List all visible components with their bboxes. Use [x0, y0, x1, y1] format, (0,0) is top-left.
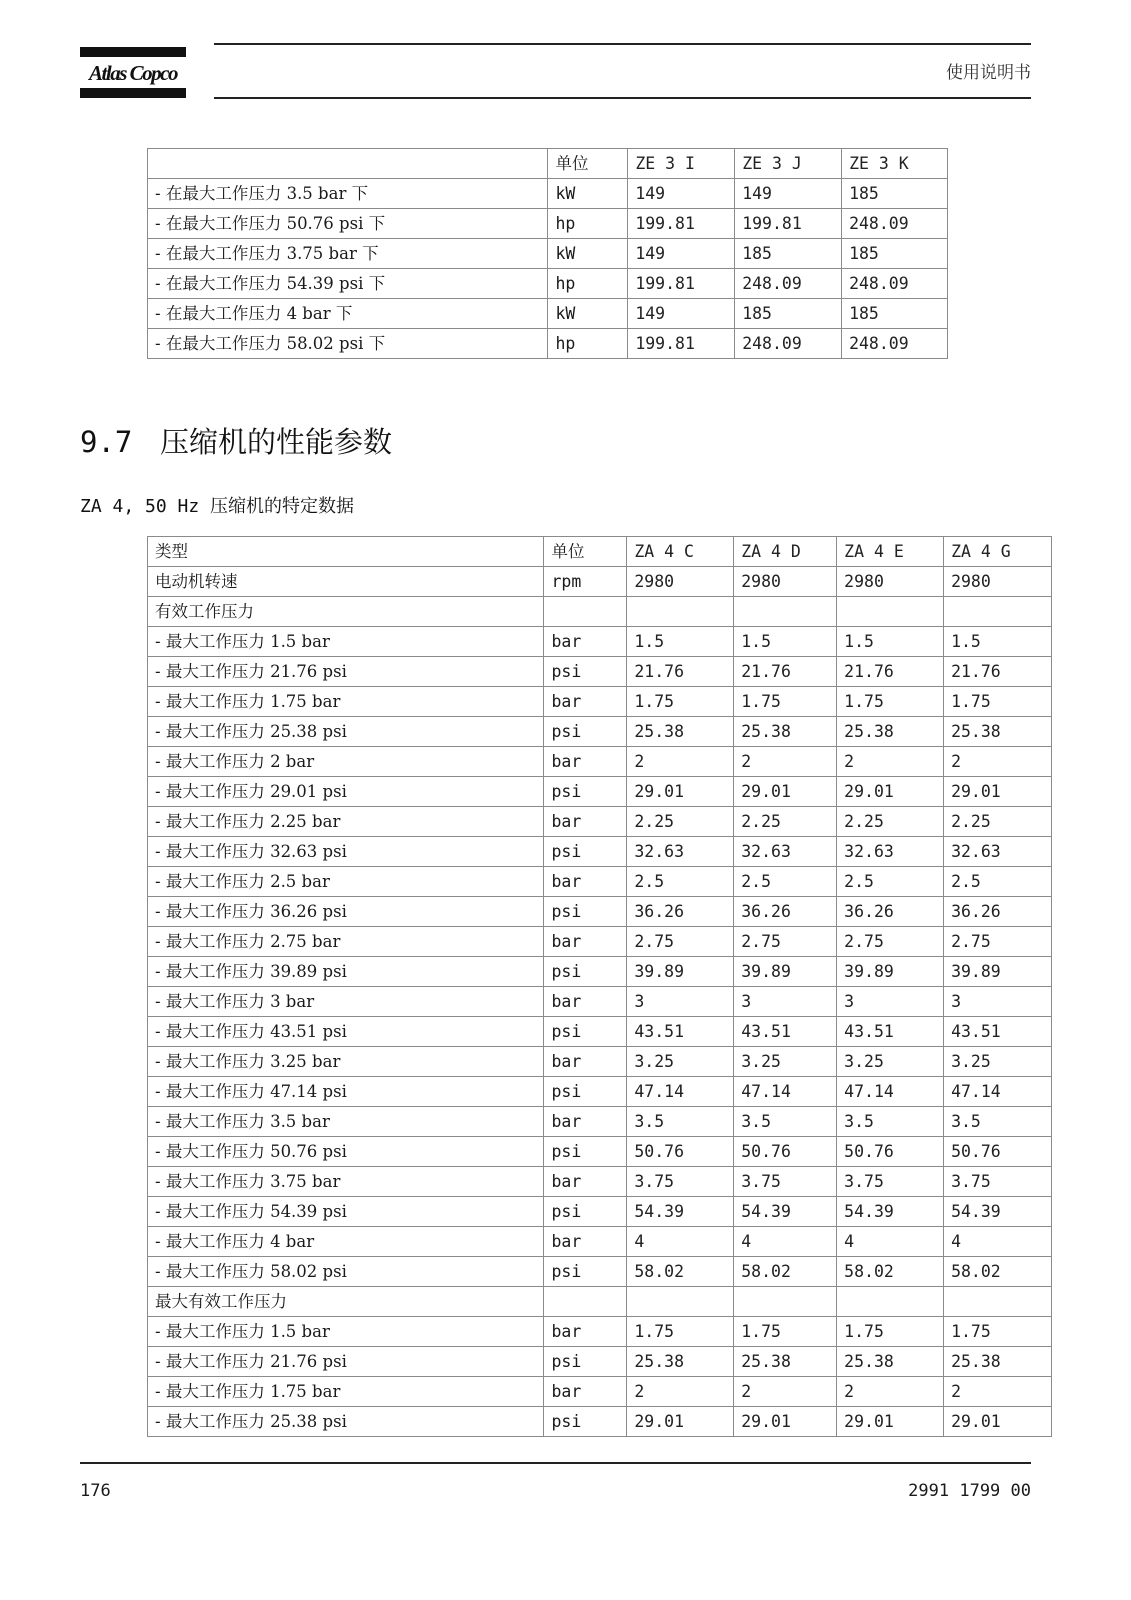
- document-type-title: 使用说明书: [946, 63, 1031, 83]
- value-cell: 3.75: [734, 1167, 837, 1197]
- row-label-cell: - 最大工作压力 54.39 psi: [148, 1197, 544, 1227]
- value-cell: 199.81: [628, 329, 735, 359]
- value-cell: 47.14: [627, 1077, 734, 1107]
- table-row: [148, 627, 1052, 657]
- table-row: [148, 747, 1052, 777]
- row-label-cell: - 最大工作压力 2 bar: [148, 747, 544, 777]
- unit-cell: bar: [544, 687, 627, 717]
- table-header-row: [148, 149, 948, 179]
- unit-cell: kW: [548, 239, 628, 269]
- table-row: [148, 179, 948, 209]
- row-label-cell: 有效工作压力: [148, 597, 544, 627]
- value-cell: [734, 597, 837, 627]
- row-label-cell: - 最大工作压力 25.38 psi: [148, 717, 544, 747]
- row-label-cell: - 最大工作压力 36.26 psi: [148, 897, 544, 927]
- value-cell: 1.75: [734, 687, 837, 717]
- unit-cell: psi: [544, 1407, 627, 1437]
- unit-cell: bar: [544, 1317, 627, 1347]
- row-label-cell: 电动机转速: [148, 567, 544, 597]
- value-cell: 47.14: [734, 1077, 837, 1107]
- value-cell: 58.02: [837, 1257, 944, 1287]
- value-cell: 4: [734, 1227, 837, 1257]
- value-cell: 199.81: [628, 269, 735, 299]
- unit-cell: psi: [544, 1257, 627, 1287]
- value-cell: 3.25: [627, 1047, 734, 1077]
- row-label-cell: - 最大工作压力 3 bar: [148, 987, 544, 1017]
- unit-cell: psi: [544, 777, 627, 807]
- table-row: [148, 717, 1052, 747]
- row-label-cell: - 在最大工作压力 4 bar 下: [148, 299, 548, 329]
- value-cell: 2.75: [944, 927, 1052, 957]
- value-cell: 2980: [627, 567, 734, 597]
- unit-cell: [544, 597, 627, 627]
- value-cell: 25.38: [944, 717, 1052, 747]
- value-cell: 50.76: [837, 1137, 944, 1167]
- value-cell: 2980: [734, 567, 837, 597]
- row-label-cell: - 在最大工作压力 3.5 bar 下: [148, 179, 548, 209]
- section-heading: [80, 420, 392, 461]
- value-cell: 248.09: [735, 329, 842, 359]
- value-cell: 149: [735, 179, 842, 209]
- row-label-cell: - 最大工作压力 4 bar: [148, 1227, 544, 1257]
- unit-cell: [544, 1287, 627, 1317]
- table-subtitle: ZA 4, 50 Hz 压缩机的特定数据: [80, 496, 355, 517]
- unit-cell: psi: [544, 957, 627, 987]
- value-cell: 248.09: [842, 269, 948, 299]
- value-cell: 39.89: [944, 957, 1052, 987]
- table-row: [148, 1377, 1052, 1407]
- value-cell: 199.81: [628, 209, 735, 239]
- row-label-cell: - 最大工作压力 21.76 psi: [148, 1347, 544, 1377]
- value-cell: 29.01: [734, 1407, 837, 1437]
- value-cell: 29.01: [944, 777, 1052, 807]
- value-cell: 25.38: [734, 1347, 837, 1377]
- table-header-cell: ZA 4 E: [837, 537, 944, 567]
- row-label-cell: - 最大工作压力 3.75 bar: [148, 1167, 544, 1197]
- row-label-cell: - 最大工作压力 32.63 psi: [148, 837, 544, 867]
- table-header-cell: 单位: [544, 537, 627, 567]
- unit-cell: bar: [544, 867, 627, 897]
- value-cell: 32.63: [734, 837, 837, 867]
- value-cell: 149: [628, 239, 735, 269]
- value-cell: 54.39: [944, 1197, 1052, 1227]
- unit-cell: bar: [544, 987, 627, 1017]
- unit-cell: bar: [544, 927, 627, 957]
- value-cell: 2.25: [837, 807, 944, 837]
- table-row: [148, 1017, 1052, 1047]
- table-row: [148, 897, 1052, 927]
- value-cell: 29.01: [627, 1407, 734, 1437]
- value-cell: [627, 597, 734, 627]
- value-cell: 3.25: [944, 1047, 1052, 1077]
- table-row: [148, 299, 948, 329]
- row-label-cell: - 在最大工作压力 3.75 bar 下: [148, 239, 548, 269]
- value-cell: 1.75: [627, 1317, 734, 1347]
- value-cell: 185: [842, 239, 948, 269]
- value-cell: 54.39: [837, 1197, 944, 1227]
- value-cell: 2.5: [944, 867, 1052, 897]
- table-row: [148, 807, 1052, 837]
- unit-cell: kW: [548, 179, 628, 209]
- value-cell: 36.26: [734, 897, 837, 927]
- atlas-copco-logo: [80, 47, 186, 98]
- document-number: 2991 1799 00: [908, 1481, 1031, 1501]
- unit-cell: psi: [544, 657, 627, 687]
- value-cell: 29.01: [837, 777, 944, 807]
- table-row: [148, 1107, 1052, 1137]
- value-cell: 3.25: [734, 1047, 837, 1077]
- table-row: [148, 1137, 1052, 1167]
- row-label-cell: - 最大工作压力 29.01 psi: [148, 777, 544, 807]
- table-row: [148, 777, 1052, 807]
- unit-cell: bar: [544, 627, 627, 657]
- table-row: [148, 1317, 1052, 1347]
- row-label-cell: - 最大工作压力 1.5 bar: [148, 627, 544, 657]
- table-row: [148, 987, 1052, 1017]
- value-cell: 185: [842, 299, 948, 329]
- row-label-cell: - 最大工作压力 2.5 bar: [148, 867, 544, 897]
- unit-cell: psi: [544, 717, 627, 747]
- value-cell: 185: [735, 239, 842, 269]
- unit-cell: psi: [544, 1077, 627, 1107]
- value-cell: 29.01: [734, 777, 837, 807]
- row-label-cell: - 最大工作压力 3.5 bar: [148, 1107, 544, 1137]
- unit-cell: bar: [544, 1167, 627, 1197]
- row-label-cell: - 最大工作压力 1.75 bar: [148, 1377, 544, 1407]
- value-cell: 4: [944, 1227, 1052, 1257]
- value-cell: 50.76: [944, 1137, 1052, 1167]
- table-row: [148, 1167, 1052, 1197]
- unit-cell: psi: [544, 1197, 627, 1227]
- value-cell: 25.38: [734, 717, 837, 747]
- value-cell: [734, 1287, 837, 1317]
- value-cell: 3.75: [944, 1167, 1052, 1197]
- value-cell: 21.76: [944, 657, 1052, 687]
- row-label-cell: 最大有效工作压力: [148, 1287, 544, 1317]
- table-row: [148, 1347, 1052, 1377]
- value-cell: 36.26: [944, 897, 1052, 927]
- value-cell: 39.89: [734, 957, 837, 987]
- value-cell: 50.76: [627, 1137, 734, 1167]
- value-cell: 185: [735, 299, 842, 329]
- value-cell: 32.63: [944, 837, 1052, 867]
- row-label-cell: - 最大工作压力 2.75 bar: [148, 927, 544, 957]
- table-row: [148, 1287, 1052, 1317]
- value-cell: [944, 1287, 1052, 1317]
- row-label-cell: - 最大工作压力 47.14 psi: [148, 1077, 544, 1107]
- unit-cell: hp: [548, 209, 628, 239]
- unit-cell: rpm: [544, 567, 627, 597]
- value-cell: 50.76: [734, 1137, 837, 1167]
- value-cell: 3.25: [837, 1047, 944, 1077]
- value-cell: [627, 1287, 734, 1317]
- table-row: [148, 657, 1052, 687]
- value-cell: 47.14: [837, 1077, 944, 1107]
- table-header-cell: ZA 4 G: [944, 537, 1052, 567]
- logo-bar-top: [80, 47, 186, 57]
- table-header-cell: ZE 3 J: [735, 149, 842, 179]
- row-label-cell: - 最大工作压力 1.75 bar: [148, 687, 544, 717]
- row-label-cell: - 最大工作压力 25.38 psi: [148, 1407, 544, 1437]
- table-header-cell: 单位: [548, 149, 628, 179]
- unit-cell: hp: [548, 269, 628, 299]
- value-cell: 21.76: [734, 657, 837, 687]
- value-cell: 3.75: [627, 1167, 734, 1197]
- logo-bar-bottom: [80, 88, 186, 98]
- value-cell: 58.02: [734, 1257, 837, 1287]
- table-header-cell: ZA 4 D: [734, 537, 837, 567]
- value-cell: 25.38: [627, 1347, 734, 1377]
- value-cell: 3.5: [837, 1107, 944, 1137]
- table-row: [148, 1227, 1052, 1257]
- value-cell: 3: [627, 987, 734, 1017]
- value-cell: 2: [837, 747, 944, 777]
- table-row: [148, 1047, 1052, 1077]
- value-cell: 1.75: [627, 687, 734, 717]
- value-cell: 43.51: [837, 1017, 944, 1047]
- value-cell: 25.38: [837, 1347, 944, 1377]
- unit-cell: bar: [544, 1047, 627, 1077]
- value-cell: 21.76: [627, 657, 734, 687]
- row-label-cell: - 最大工作压力 3.25 bar: [148, 1047, 544, 1077]
- table-row: [148, 1197, 1052, 1227]
- value-cell: 2: [944, 1377, 1052, 1407]
- value-cell: 2: [944, 747, 1052, 777]
- value-cell: 54.39: [734, 1197, 837, 1227]
- value-cell: 2.25: [944, 807, 1052, 837]
- value-cell: 1.75: [837, 687, 944, 717]
- table-row: [148, 1077, 1052, 1107]
- value-cell: 2980: [837, 567, 944, 597]
- table-row: [148, 837, 1052, 867]
- table-row: [148, 957, 1052, 987]
- table-header-row: [148, 537, 1052, 567]
- value-cell: 3: [944, 987, 1052, 1017]
- unit-cell: hp: [548, 329, 628, 359]
- row-label-cell: - 最大工作压力 1.5 bar: [148, 1317, 544, 1347]
- value-cell: 248.09: [735, 269, 842, 299]
- header-rule-top: [214, 43, 1031, 45]
- value-cell: 58.02: [944, 1257, 1052, 1287]
- table-row: [148, 597, 1052, 627]
- value-cell: 2: [734, 747, 837, 777]
- row-label-cell: - 在最大工作压力 50.76 psi 下: [148, 209, 548, 239]
- unit-cell: kW: [548, 299, 628, 329]
- value-cell: 43.51: [944, 1017, 1052, 1047]
- value-cell: 25.38: [837, 717, 944, 747]
- unit-cell: bar: [544, 1227, 627, 1257]
- table-row: [148, 209, 948, 239]
- value-cell: 3.75: [837, 1167, 944, 1197]
- table-row: [148, 329, 948, 359]
- value-cell: [837, 1287, 944, 1317]
- table-row: [148, 1407, 1052, 1437]
- value-cell: 4: [627, 1227, 734, 1257]
- value-cell: 25.38: [944, 1347, 1052, 1377]
- value-cell: 1.5: [734, 627, 837, 657]
- value-cell: 3.5: [944, 1107, 1052, 1137]
- value-cell: 1.75: [944, 687, 1052, 717]
- section-number: 9.7: [80, 425, 133, 459]
- table-row: [148, 567, 1052, 597]
- value-cell: 2: [734, 1377, 837, 1407]
- value-cell: 47.14: [944, 1077, 1052, 1107]
- value-cell: 1.5: [944, 627, 1052, 657]
- value-cell: 21.76: [837, 657, 944, 687]
- page-number: 176: [80, 1481, 111, 1501]
- table-row: [148, 927, 1052, 957]
- value-cell: 39.89: [627, 957, 734, 987]
- table-header-cell: [148, 149, 548, 179]
- unit-cell: bar: [544, 1107, 627, 1137]
- value-cell: 3: [837, 987, 944, 1017]
- value-cell: 2: [627, 747, 734, 777]
- table-row: [148, 269, 948, 299]
- value-cell: 248.09: [842, 209, 948, 239]
- value-cell: 2.5: [734, 867, 837, 897]
- value-cell: [944, 597, 1052, 627]
- row-label-cell: - 在最大工作压力 58.02 psi 下: [148, 329, 548, 359]
- value-cell: 2.25: [734, 807, 837, 837]
- unit-cell: bar: [544, 747, 627, 777]
- value-cell: 199.81: [735, 209, 842, 239]
- value-cell: 32.63: [627, 837, 734, 867]
- value-cell: 1.75: [944, 1317, 1052, 1347]
- row-label-cell: - 最大工作压力 58.02 psi: [148, 1257, 544, 1287]
- value-cell: 1.5: [837, 627, 944, 657]
- value-cell: 3: [734, 987, 837, 1017]
- value-cell: [837, 597, 944, 627]
- value-cell: 3.5: [627, 1107, 734, 1137]
- value-cell: 2.75: [837, 927, 944, 957]
- compressor-specs-table: [147, 536, 1052, 1437]
- value-cell: 39.89: [837, 957, 944, 987]
- footer-rule: [80, 1462, 1031, 1464]
- unit-cell: psi: [544, 837, 627, 867]
- table-row: [148, 867, 1052, 897]
- value-cell: 185: [842, 179, 948, 209]
- value-cell: 3.5: [734, 1107, 837, 1137]
- value-cell: 58.02: [627, 1257, 734, 1287]
- value-cell: 36.26: [837, 897, 944, 927]
- value-cell: 149: [628, 299, 735, 329]
- value-cell: 43.51: [627, 1017, 734, 1047]
- unit-cell: bar: [544, 1377, 627, 1407]
- table-row: [148, 1257, 1052, 1287]
- unit-cell: psi: [544, 1347, 627, 1377]
- unit-cell: psi: [544, 1137, 627, 1167]
- value-cell: 2980: [944, 567, 1052, 597]
- section-title: 压缩机的性能参数: [160, 425, 393, 459]
- table-header-cell: 类型: [148, 537, 544, 567]
- value-cell: 2: [627, 1377, 734, 1407]
- value-cell: 43.51: [734, 1017, 837, 1047]
- value-cell: 2.5: [627, 867, 734, 897]
- table-header-cell: ZE 3 I: [628, 149, 735, 179]
- value-cell: 36.26: [627, 897, 734, 927]
- value-cell: 2.75: [734, 927, 837, 957]
- value-cell: 29.01: [627, 777, 734, 807]
- value-cell: 1.75: [837, 1317, 944, 1347]
- value-cell: 29.01: [944, 1407, 1052, 1437]
- value-cell: 4: [837, 1227, 944, 1257]
- value-cell: 248.09: [842, 329, 948, 359]
- value-cell: 25.38: [627, 717, 734, 747]
- value-cell: 1.75: [734, 1317, 837, 1347]
- header-rule-bottom: [214, 97, 1031, 99]
- row-label-cell: - 在最大工作压力 54.39 psi 下: [148, 269, 548, 299]
- logo-wordmark: Atlas Copco: [89, 61, 177, 85]
- row-label-cell: - 最大工作压力 39.89 psi: [148, 957, 544, 987]
- table-row: [148, 687, 1052, 717]
- row-label-cell: - 最大工作压力 50.76 psi: [148, 1137, 544, 1167]
- unit-cell: bar: [544, 807, 627, 837]
- value-cell: 54.39: [627, 1197, 734, 1227]
- value-cell: 2.5: [837, 867, 944, 897]
- row-label-cell: - 最大工作压力 43.51 psi: [148, 1017, 544, 1047]
- unit-cell: psi: [544, 1017, 627, 1047]
- row-label-cell: - 最大工作压力 2.25 bar: [148, 807, 544, 837]
- value-cell: 149: [628, 179, 735, 209]
- value-cell: 32.63: [837, 837, 944, 867]
- unit-cell: psi: [544, 897, 627, 927]
- value-cell: 2: [837, 1377, 944, 1407]
- value-cell: 2.75: [627, 927, 734, 957]
- table-row: [148, 239, 948, 269]
- value-cell: 29.01: [837, 1407, 944, 1437]
- row-label-cell: - 最大工作压力 21.76 psi: [148, 657, 544, 687]
- table-header-cell: ZA 4 C: [627, 537, 734, 567]
- value-cell: 1.5: [627, 627, 734, 657]
- motor-power-table: [147, 148, 948, 359]
- table-header-cell: ZE 3 K: [842, 149, 948, 179]
- value-cell: 2.25: [627, 807, 734, 837]
